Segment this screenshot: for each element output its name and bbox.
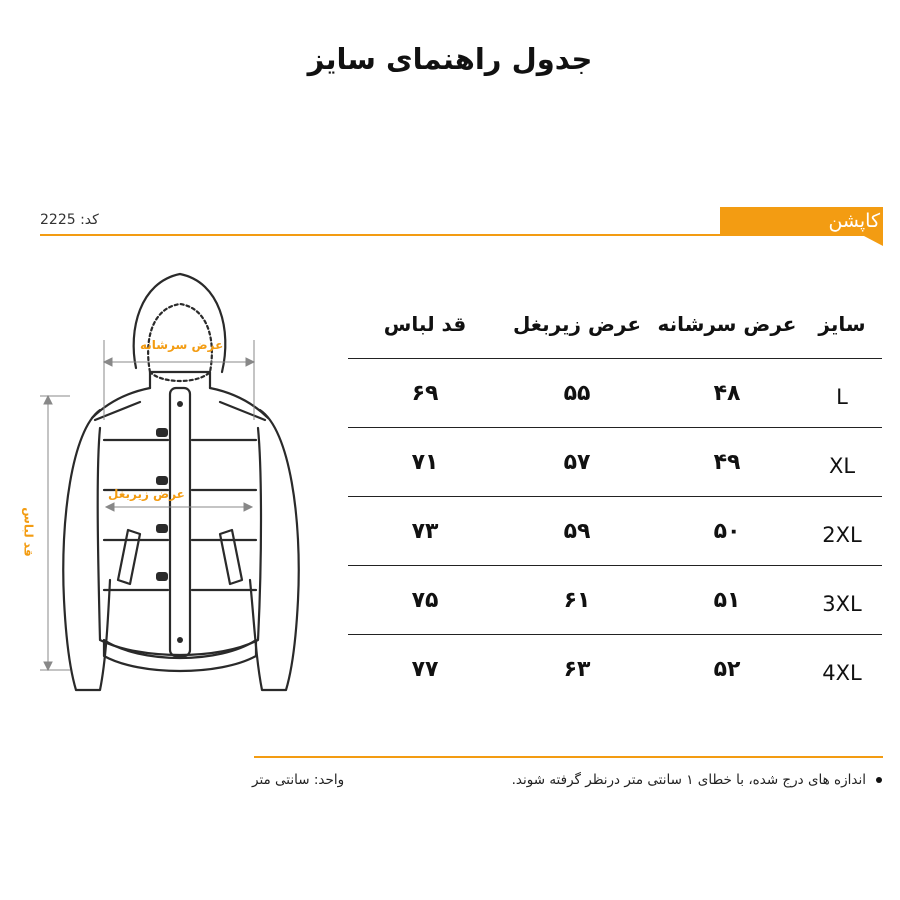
size-cell: L [836, 385, 848, 409]
size-cell: 3XL [822, 592, 862, 616]
size-cell: XL [828, 454, 856, 478]
size-table [348, 290, 882, 703]
table-row [348, 427, 882, 496]
armpit-cell: ۵۹ [563, 518, 591, 544]
category-tab-tip [864, 236, 883, 246]
header-size: سایز [818, 312, 866, 336]
length-label: قد لباس [21, 507, 36, 557]
armpit-width-label: عرض زیربغل [108, 487, 185, 501]
table-row [348, 496, 882, 565]
table-header-row [348, 290, 882, 358]
footer-divider [254, 756, 883, 758]
armpit-cell: ۶۱ [563, 587, 591, 613]
length-cell: ۷۷ [411, 656, 439, 682]
table-row [348, 565, 882, 634]
table-row [348, 358, 882, 427]
right-sleeve [250, 410, 299, 690]
length-cell: ۷۱ [411, 449, 439, 475]
length-cell: ۷۵ [411, 587, 439, 613]
armpit-cell: ۵۵ [563, 380, 591, 406]
shoulder-cell: ۴۹ [713, 449, 741, 475]
shoulder-cell: ۴۸ [713, 380, 741, 406]
jacket-diagram [0, 260, 340, 710]
product-code: کد: 2225 [40, 212, 99, 228]
size-cell: 4XL [822, 661, 862, 685]
header-shoulder: عرض سرشانه [657, 312, 797, 336]
size-cell: 2XL [822, 523, 862, 547]
armpit-cell: ۵۷ [563, 449, 591, 475]
unit-label: واحد: سانتی متر [252, 772, 345, 788]
bullet-icon [876, 777, 882, 783]
zip-placket [170, 388, 190, 656]
table-row [348, 634, 882, 703]
pocket-left [118, 530, 140, 584]
page-title: جدول راهنمای سایز [307, 42, 593, 76]
jacket-body [98, 428, 261, 655]
tolerance-note [512, 772, 882, 788]
shoulder-cell: ۵۲ [713, 656, 741, 682]
pocket-right [220, 530, 242, 584]
tolerance-note-text: اندازه های درج شده، با خطای ۱ سانتی متر درنظر گرفته شوند. [511, 772, 866, 788]
shoulder-cell: ۵۰ [713, 518, 741, 544]
header-length: قد لباس [383, 312, 467, 336]
shoulder-cell: ۵۱ [713, 587, 741, 613]
length-cell: ۶۹ [411, 380, 439, 406]
armpit-cell: ۶۳ [563, 656, 591, 682]
length-cell: ۷۳ [411, 518, 439, 544]
header-armpit: عرض زیربغل [512, 312, 642, 336]
category-label: کاپشن [828, 210, 880, 232]
shoulder-width-label: عرض سرشانه [140, 338, 224, 352]
